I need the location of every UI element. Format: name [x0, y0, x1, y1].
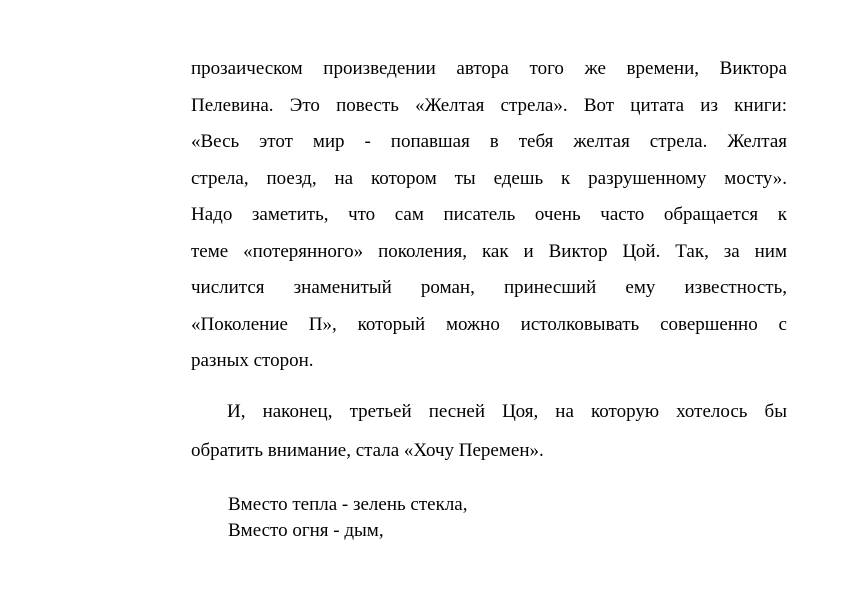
verse-line: Вместо тепла - зелень стекла,	[228, 494, 468, 515]
verse-line: Вместо огня - дым,	[228, 520, 384, 541]
text-line: прозаическом произведении автора того же времени, Виктора	[191, 58, 787, 79]
paragraph-1	[191, 53, 787, 382]
text-line: числится знаменитый роман, принесший ему известность,	[191, 277, 787, 298]
text-line: «Поколение П», который можно истолковывать совершенно с	[191, 313, 787, 335]
text-line: «Весь этот мир - попавшая в тебя желтая стрела. Желтая	[191, 131, 787, 152]
text-line: разных сторон.	[191, 350, 314, 371]
text-line: обратить внимание, стала «Хочу Перемен».	[191, 440, 544, 461]
text-line: теме «потерянного» поколения, как и Виктор Цой. Так, за ним	[191, 240, 787, 262]
text-line: Пелевина. Это повесть «Желтая стрела». Вот цитата из книги:	[191, 94, 787, 116]
paragraph-2	[191, 396, 787, 474]
verse-quote	[228, 492, 468, 544]
text-line: Надо заметить, что сам писатель очень часто обращается к	[191, 204, 787, 225]
text-line: И, наконец, третьей песней Цоя, на которую хотелось бы	[227, 401, 787, 422]
text-line: стрела, поезд, на котором ты едешь к разрушенному мосту».	[191, 167, 787, 189]
